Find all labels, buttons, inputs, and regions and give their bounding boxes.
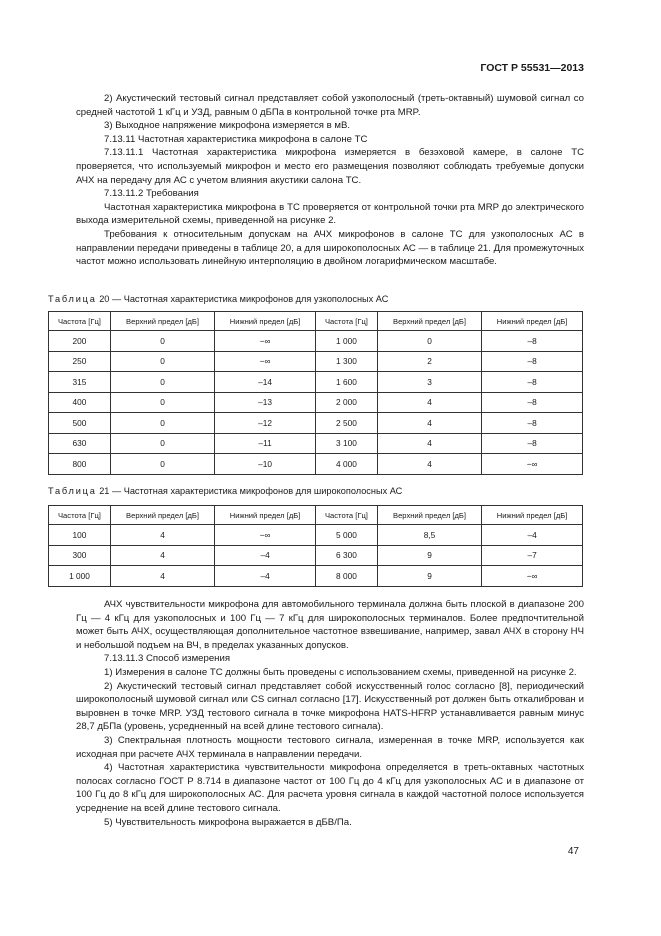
table-cell: 800: [49, 454, 111, 475]
paragraph: 5) Чувствительность микрофона выражается в дБВ/Па.: [104, 816, 352, 828]
paragraph: 7.13.11.1 Частотная характеристика микрофона измеряется в безэховой камере, в салоне ТС проверяется, что используемый микрофон и место его размещения позволяют соблюдать требуемые допуски АЧХ на передачу для АС с учетом влияния акустики салона ТС.: [76, 147, 584, 186]
outro-text: [76, 598, 584, 829]
table-cell: 8,5: [377, 525, 481, 546]
paragraph: АЧХ чувствительности микрофона для автомобильного терминала должна быть плоской в диапазоне 200 Гц — 4 кГц для узкополосных и 100 Гц — 7 кГц для широкополосных терминалов. Более предпочтительной может быть АЧХ, осуществляющая дополнительное частотное взвешивание, например, завал АЧХ в сторону НЧ и небольшой подъем на ВЧ, в пределах указанных допусков.: [76, 599, 584, 651]
table-row: [49, 566, 583, 587]
table-cell: 8 000: [315, 566, 377, 587]
table-cell: 300: [49, 545, 111, 566]
table-cell: −∞: [215, 351, 316, 372]
table-cell: –8: [482, 331, 583, 352]
paragraph: 2) Акустический тестовый сигнал представляет собой искусственный голос согласно [8], периодический широкополосный шумовой сигнал или CS сигнал согласно [17]. Искусственный рот должен быть откалиброван и выровнен в точке MRP. УЗД тестового сигнала в точке микрофона HATS-HFRP устанавливается равным минус 28,7 дБПа (уровень, усредненный на всей длине тестового сигнала).: [76, 680, 584, 733]
table-cell: –12: [215, 413, 316, 434]
table-cell: −∞: [215, 525, 316, 546]
paragraph: 3) Спектральная плотность мощности тестового сигнала, измеренная в точке MRP, используется как исходная при расчете АЧХ терминала в направлении передачи.: [76, 734, 584, 760]
table-cell: 200: [49, 331, 111, 352]
table-cell: 0: [110, 454, 214, 475]
table-cell: 0: [377, 331, 481, 352]
table-cell: 630: [49, 433, 111, 454]
paragraph: Частотная характеристика микрофона в ТС проверяется от контрольной точки рта MRP до электрического выхода измерительной схемы, приведенной на рисунке 2.: [76, 201, 584, 227]
table-cell: 4: [377, 454, 481, 475]
table-cell: –8: [482, 413, 583, 434]
table-header-cell: Частота [Гц]: [49, 312, 111, 331]
table-header-cell: Частота [Гц]: [315, 506, 377, 525]
table-header-cell: Верхний предел [дБ]: [110, 312, 214, 331]
table-cell: 0: [110, 433, 214, 454]
table-cell: 6 300: [315, 545, 377, 566]
table-row: [49, 331, 583, 352]
table20: [48, 311, 583, 475]
document-header: ГОСТ Р 55531—2013: [480, 62, 584, 74]
table21-caption: [48, 485, 402, 497]
table-row: [49, 454, 583, 475]
table-row: [49, 372, 583, 393]
table-cell: 4: [377, 413, 481, 434]
table-header-cell: Частота [Гц]: [315, 312, 377, 331]
table-cell: 9: [377, 545, 481, 566]
table-cell: 4: [377, 433, 481, 454]
table-caption-text: 21 — Частотная характеристика микрофонов для широкополосных АС: [99, 486, 403, 496]
table-cell: –8: [482, 351, 583, 372]
table-cell: 0: [110, 331, 214, 352]
table-row: [49, 525, 583, 546]
table-row: [49, 392, 583, 413]
table-row: [49, 545, 583, 566]
table-cell: –14: [215, 372, 316, 393]
table-cell: 4 000: [315, 454, 377, 475]
table-cell: 100: [49, 525, 111, 546]
table-header-cell: Нижний предел [дБ]: [215, 312, 316, 331]
table-cell: 1 300: [315, 351, 377, 372]
paragraph: Требования к относительным допускам на АЧХ микрофонов в салоне ТС для узкополосных АС в направлении передачи приведены в таблице 20, а для широкополосных АС — в таблице 21. Для промежуточных частот можно использовать линейную интерполяцию в двойном логарифмическом масштабе.: [76, 228, 584, 268]
table-cell: –4: [482, 525, 583, 546]
table-header-cell: Верхний предел [дБ]: [377, 312, 481, 331]
table-cell: –8: [482, 433, 583, 454]
table-cell: 2: [377, 351, 481, 372]
table-cell: 9: [377, 566, 481, 587]
table-cell: –13: [215, 392, 316, 413]
section-heading: 7.13.11 Частотная характеристика микрофона в салоне ТС: [104, 133, 368, 145]
paragraph: 3) Выходное напряжение микрофона измеряется в мВ.: [104, 120, 351, 132]
table-cell: 250: [49, 351, 111, 372]
table-cell: 4: [110, 566, 214, 587]
table-header-cell: Нижний предел [дБ]: [482, 312, 583, 331]
table-cell: −∞: [482, 566, 583, 587]
table-header-cell: Верхний предел [дБ]: [110, 506, 214, 525]
intro-text: [76, 92, 584, 269]
table-header-cell: Частота [Гц]: [49, 506, 111, 525]
table-row: [49, 413, 583, 434]
table-cell: –11: [215, 433, 316, 454]
table-header-cell: Нижний предел [дБ]: [482, 506, 583, 525]
section-heading: 7.13.11.3 Способ измерения: [104, 653, 231, 665]
table21: [48, 505, 583, 587]
table-cell: 2 000: [315, 392, 377, 413]
table-row: [49, 351, 583, 372]
table-cell: 0: [110, 413, 214, 434]
table-label: Таблица: [48, 486, 97, 496]
page-number: 47: [567, 846, 579, 857]
table-cell: 0: [110, 351, 214, 372]
table-cell: 1 000: [49, 566, 111, 587]
table-cell: 0: [110, 372, 214, 393]
table-header-cell: Нижний предел [дБ]: [215, 506, 316, 525]
table-cell: −∞: [482, 454, 583, 475]
table-cell: –8: [482, 392, 583, 413]
table-cell: 3 100: [315, 433, 377, 454]
paragraph: 2) Акустический тестовый сигнал представляет собой узкополосный (треть-октавный) шумовой сигнал со средней частотой 1 кГц и УЗД, равным 0 дБПа в контрольной точке рта MRP.: [76, 93, 584, 118]
table-cell: 1 600: [315, 372, 377, 393]
table-cell: −∞: [215, 331, 316, 352]
table-cell: 2 500: [315, 413, 377, 434]
paragraph: 4) Частотная характеристика чувствительности микрофона определяется в треть-октавных частотных полосах согласно ГОСТ Р 8.714 в диапазоне частот от 100 Гц до 4 кГц для узкополосных АС и в диапазоне от 100 Гц до 8 кГц для широкополосных АС. Для расчета уровня сигнала в каждой частотной полосе используется усреднение на всей длине тестового сигнала.: [76, 762, 584, 814]
paragraph: 1) Измерения в салоне ТС должны быть проведены с использованием схемы, приведенной на рисунке 2.: [104, 666, 577, 678]
section-heading: 7.13.11.2 Требования: [104, 188, 199, 200]
table-cell: 4: [110, 525, 214, 546]
table-cell: 500: [49, 413, 111, 434]
table20-caption: [48, 293, 388, 305]
table-cell: 400: [49, 392, 111, 413]
table-header-row: [49, 506, 583, 525]
table-cell: –4: [215, 566, 316, 587]
table-cell: 3: [377, 372, 481, 393]
table-cell: 315: [49, 372, 111, 393]
table-caption-text: 20 — Частотная характеристика микрофонов для узкополосных АС: [99, 294, 389, 304]
table-header-cell: Верхний предел [дБ]: [377, 506, 481, 525]
table-cell: 0: [110, 392, 214, 413]
table-cell: 5 000: [315, 525, 377, 546]
table-row: [49, 433, 583, 454]
table-header-row: [49, 312, 583, 331]
table-cell: –10: [215, 454, 316, 475]
table-cell: 1 000: [315, 331, 377, 352]
table-label: Таблица: [48, 294, 97, 304]
table-cell: –4: [215, 545, 316, 566]
table-cell: –8: [482, 372, 583, 393]
table-cell: –7: [482, 545, 583, 566]
table-cell: 4: [110, 545, 214, 566]
table-cell: 4: [377, 392, 481, 413]
